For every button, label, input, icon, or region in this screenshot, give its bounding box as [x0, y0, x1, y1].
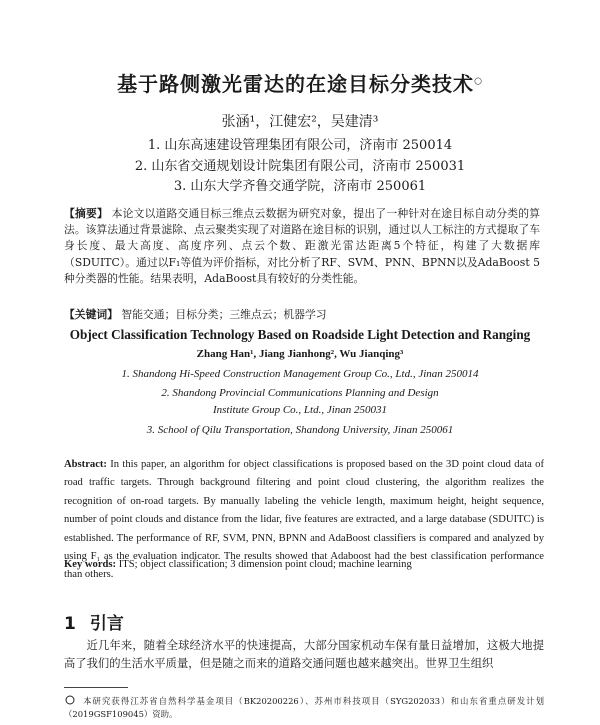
english-affiliation-3: 3. School of Qilu Transportation, Shandong University, Jinan 250061	[146, 424, 454, 436]
section-heading	[64, 609, 124, 634]
footnote-divider	[64, 687, 128, 688]
title-footnote-mark: ○	[474, 76, 483, 87]
english-keywords-label: Key words:	[64, 559, 117, 570]
chinese-keywords	[64, 307, 540, 322]
footnote-marker-icon	[64, 694, 76, 706]
chinese-affiliation-1: 1. 山东高速建设管理集团有限公司，济南市 250014	[147, 138, 453, 153]
chinese-affiliation-3: 3. 山东大学齐鲁交通学院，济南市 250061	[173, 179, 427, 194]
english-abstract-label: Abstract:	[64, 459, 107, 470]
chinese-abstract-text: 本论文以道路交通目标三维点云数据为研究对象，提出了一种针对在途目标自动分类的算法。该算法通过背景滤除、点云聚类实现了对道路在途目标的识别，通过以人工标注的方式提取了车身长度、最大高度、高度序列、点云个数、距激光雷达距离5个特征，构建了大数据库（SDUITC）。通过以F₁等值为评价指标，对比分析了RF、SVM、PNN、BPNN以及AdaBoost 5种分类器的性能。结果表明，AdaBoost具有较好的分类性能。	[64, 207, 541, 285]
chinese-title: 基于路侧激光雷达的在途目标分类技术○	[117, 72, 483, 96]
chinese-affiliation-2: 2. 山东省交通规划设计院集团有限公司，济南市 250031	[134, 159, 466, 174]
english-keywords	[64, 559, 544, 570]
english-affiliation-1: 1. Shandong Hi-Speed Construction Management Group Co., Ltd., Jinan 250014	[121, 368, 479, 380]
english-abstract-text: In this paper, an algorithm for object classifications is proposed based on the 3D point cloud data of road traffic targets. Through background filtering and point cloud clustering, the algorithm realizes the recognition of on-road targets. By manually labeling the vehicle length, maximum height, height sequence, number of point clouds and distance from the lidar, five features are extracted, and a large database (SDUITC) is established. The performance of RF, SVM, PNN, BPNN and AdaBoost classifiers is compared and analyzed by using F₁ as the evaluation indicator. The results showed that Adaboost had the best classification performance than others.	[64, 459, 544, 581]
chinese-authors: 张涵¹，江健宏²，吴建清³	[221, 114, 379, 130]
footnote	[64, 694, 544, 720]
english-affiliation-2: 2. Shandong Provincial Communications Planning and Design	[161, 387, 439, 399]
english-keywords-text: ITS; object classification; 3 dimension point cloud; machine learning	[118, 559, 412, 570]
section-title: 引言	[89, 614, 124, 634]
chinese-abstract-label: 【摘要】	[64, 207, 108, 220]
footnote-text: 本研究获得江苏省自然科学基金项目（BK20200226）、苏州市科技项目（SYG202033）和山东省重点研发计划（2019GSF109045）资助。	[64, 696, 544, 719]
chinese-abstract	[64, 206, 540, 287]
chinese-keywords-text: 智能交通；目标分类；三维点云；机器学习	[121, 308, 327, 321]
english-authors: Zhang Han¹, Jiang Jianhong², Wu Jianqing³	[196, 348, 404, 360]
english-affiliation-2-cont: Institute Group Co., Ltd., Jinan 250031	[212, 404, 388, 416]
body-paragraph: 近几年来，随着全球经济水平的快速提高，大部分国家机动车保有量日益增加，这极大地提高了我们的生活水平质量，但是随之而来的道路交通问题也越来越突出。世界卫生组织	[64, 639, 544, 670]
english-title: Object Classification Technology Based on Roadside Light Detection and Ranging	[69, 327, 531, 342]
section-number: 1	[64, 614, 76, 634]
chinese-keywords-label: 【关键词】	[64, 308, 118, 321]
